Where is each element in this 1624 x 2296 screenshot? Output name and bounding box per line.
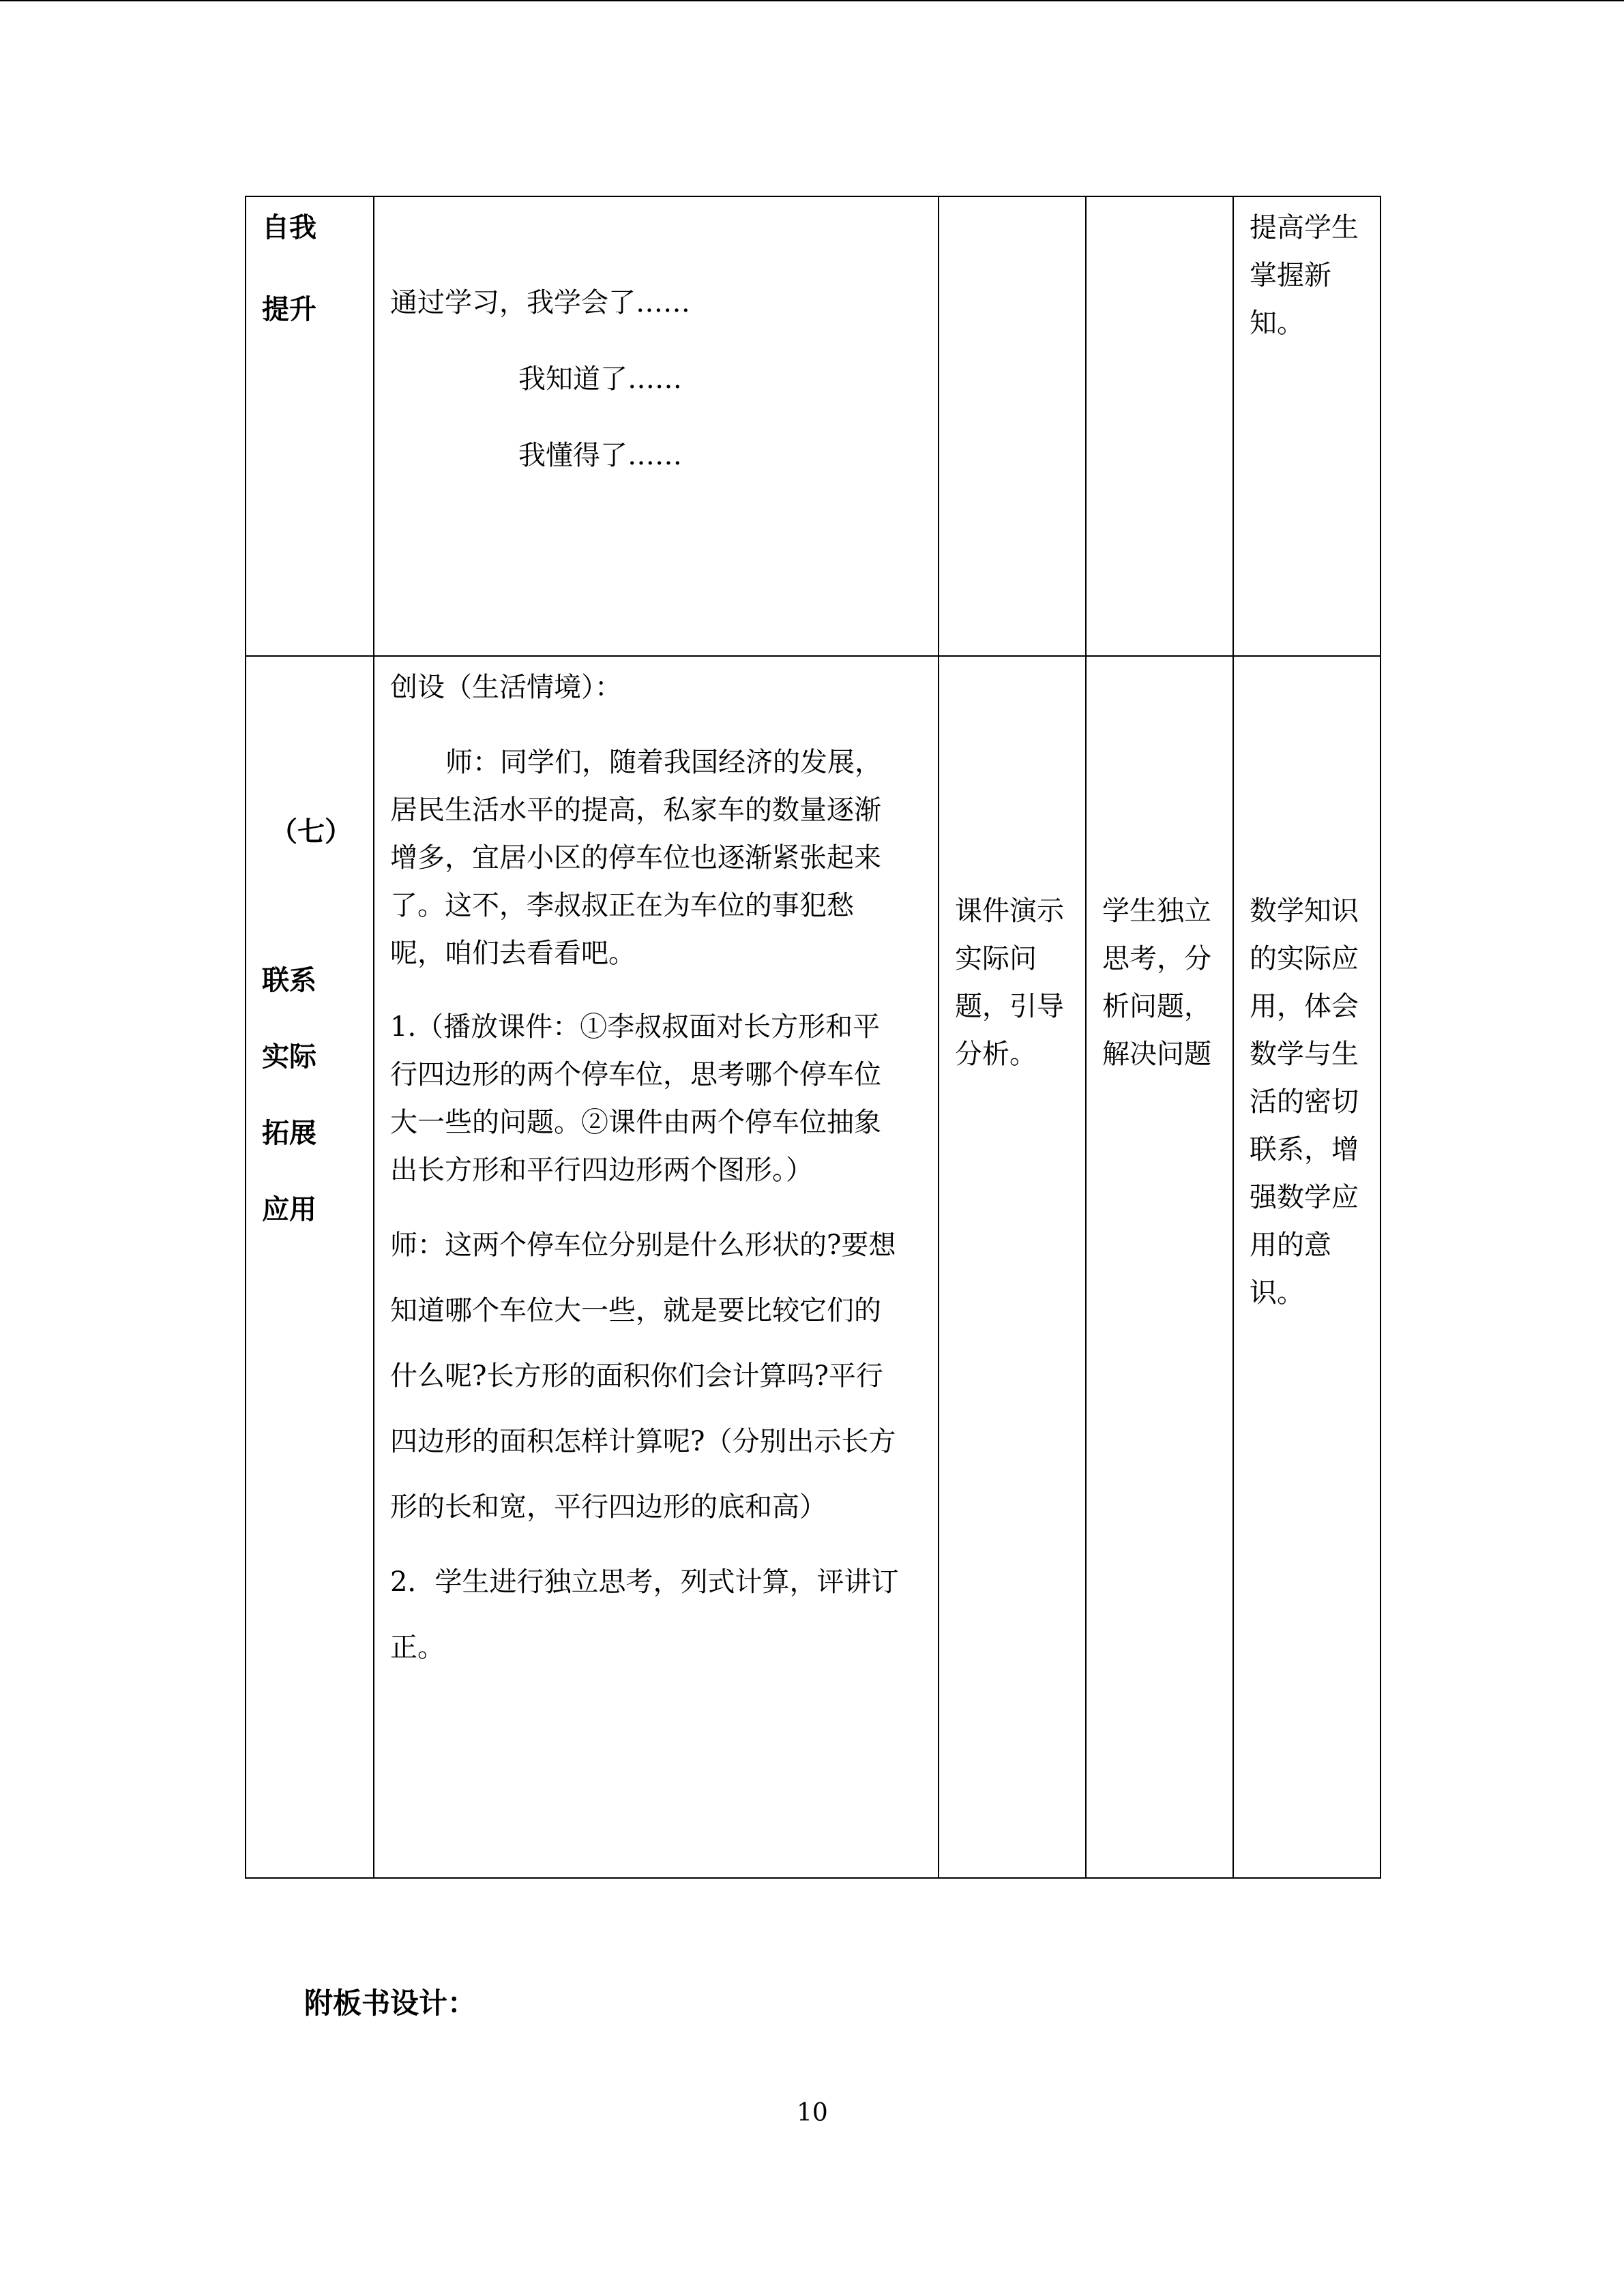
- student-line: 学生独立: [1102, 895, 1211, 927]
- content-line: 通过学习，我学会了……: [390, 287, 690, 318]
- content-line: 行四边形的两个停车位，思考哪个停车位: [390, 1059, 881, 1090]
- intent-line: 用的意: [1250, 1229, 1331, 1261]
- section-cell: [246, 196, 374, 656]
- teacher-activity-text: [939, 197, 1085, 655]
- student-activity-cell: [1086, 196, 1233, 656]
- student-line: 解决问题: [1102, 1039, 1211, 1070]
- intent-line: 数学与生: [1250, 1039, 1359, 1070]
- teacher-activity-cell: [939, 196, 1086, 656]
- teacher-line: 课件演示: [955, 895, 1064, 927]
- content-line: 四边形的面积怎样计算呢?（分别出示长方: [390, 1426, 896, 1457]
- intent-line: 的实际应: [1250, 943, 1359, 974]
- content-line: 我懂得了……: [518, 440, 682, 471]
- content-line: 我知道了……: [518, 363, 682, 395]
- design-intent-cell: [1233, 196, 1381, 656]
- table-row: [246, 196, 1381, 656]
- board-design-label: 附板书设计：: [304, 1986, 477, 2020]
- student-activity-cell: [1086, 656, 1233, 1878]
- section-number: （七）: [270, 816, 352, 848]
- content-line: 师：这两个停车位分别是什么形状的?要想: [390, 1229, 896, 1261]
- content-line: 出长方形和平行四边形两个图形。）: [390, 1154, 813, 1186]
- content-line: 增多，宜居小区的停车位也逐渐紧张起来: [390, 842, 881, 874]
- content-line: 形的长和宽，平行四边形的底和高）: [390, 1491, 827, 1523]
- student-activity-text: [1087, 197, 1232, 655]
- teacher-line: 实际问: [955, 943, 1037, 974]
- content-intro: 创设（生活情境）：: [390, 672, 622, 703]
- section-title-line: 自我: [262, 211, 316, 243]
- content-line: 知道哪个车位大一些，就是要比较它们的: [390, 1295, 881, 1326]
- content-line: 居民生活水平的提高，私家车的数量逐渐: [390, 794, 881, 826]
- intent-line: 活的密切: [1250, 1086, 1359, 1118]
- intent-line: 数学知识: [1250, 895, 1359, 927]
- teacher-activity-cell: [939, 656, 1086, 1878]
- content-line: 什么呢?长方形的面积你们会计算吗?平行: [390, 1360, 883, 1392]
- teacher-line: 分析。: [955, 1039, 1037, 1070]
- intent-line: 联系，增: [1250, 1134, 1359, 1165]
- intent-line: 提高学生: [1250, 212, 1359, 243]
- content-cell: [374, 656, 939, 1878]
- content-line: 2．学生进行独立思考，列式计算，评讲订: [390, 1566, 899, 1598]
- lesson-plan-table: [245, 196, 1381, 1879]
- intent-line: 强数学应: [1250, 1182, 1359, 1213]
- student-line: 析问题，: [1102, 991, 1211, 1022]
- intent-line: 掌握新: [1250, 260, 1331, 291]
- section-title-line: 联系: [262, 964, 316, 996]
- content-line: 呢，咱们去看看吧。: [390, 938, 636, 969]
- content-line: 了。这不，李叔叔正在为车位的事犯愁: [390, 890, 854, 921]
- section-title-line: 应用: [262, 1193, 316, 1225]
- content-line: 师：同学们，随着我国经济的发展，: [445, 747, 882, 778]
- intent-line: 知。: [1250, 308, 1304, 339]
- content-line: 大一些的问题。②课件由两个停车位抽象: [390, 1107, 881, 1138]
- intent-line: 用，体会: [1250, 991, 1359, 1022]
- section-cell: [246, 656, 374, 1878]
- content-cell: [374, 196, 939, 656]
- content-line: 1.（播放课件：①李叔叔面对长方形和平: [390, 1011, 881, 1043]
- page-number: 10: [797, 2099, 828, 2127]
- section-title-line: 拓展: [262, 1117, 316, 1149]
- content-line: 正。: [390, 1632, 445, 1663]
- design-intent-cell: [1233, 656, 1381, 1878]
- table-row: [246, 656, 1381, 1878]
- intent-line: 识。: [1250, 1277, 1304, 1309]
- teacher-line: 题，引导: [955, 991, 1064, 1022]
- section-title-line: 提升: [262, 293, 316, 325]
- student-line: 思考，分: [1102, 943, 1211, 974]
- page-top-border: [0, 0, 1624, 1]
- section-title-line: 实际: [262, 1041, 316, 1073]
